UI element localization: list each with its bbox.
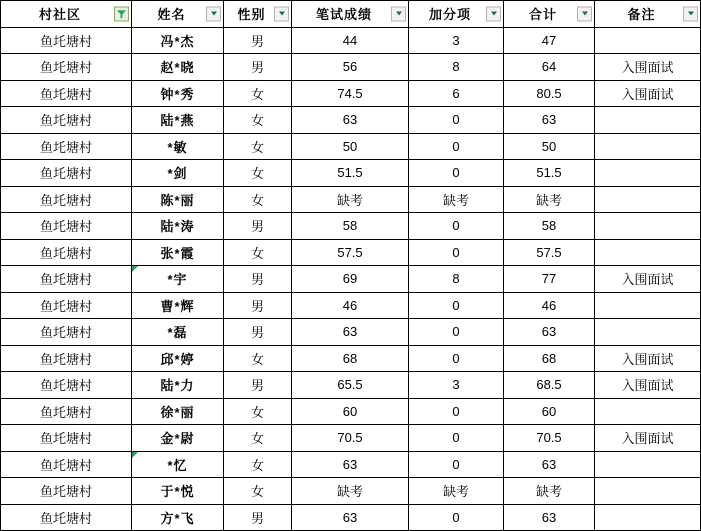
table-row bbox=[1, 80, 701, 107]
table-row bbox=[1, 107, 701, 134]
cell-bonus[interactable]: 0 bbox=[409, 133, 504, 160]
cell-bonus[interactable]: 0 bbox=[409, 451, 504, 478]
cell-bonus[interactable]: 8 bbox=[409, 266, 504, 293]
cell-written[interactable]: 57.5 bbox=[292, 239, 409, 266]
cell-total[interactable]: 64 bbox=[504, 54, 595, 81]
cell-name[interactable]: 张*霞 bbox=[132, 239, 224, 266]
cell-village[interactable]: 鱼圫塘村 bbox=[1, 266, 132, 293]
cell-village[interactable]: 鱼圫塘村 bbox=[1, 160, 132, 187]
cell-name[interactable]: 冯*杰 bbox=[132, 27, 224, 54]
cell-bonus[interactable]: 8 bbox=[409, 54, 504, 81]
cell-total[interactable]: 缺考 bbox=[504, 186, 595, 213]
column-header-label: 合计 bbox=[528, 7, 557, 23]
cell-gender[interactable]: 男 bbox=[224, 266, 292, 293]
table-row bbox=[1, 345, 701, 372]
cell-gender[interactable]: 女 bbox=[224, 451, 292, 478]
cell-village[interactable]: 鱼圫塘村 bbox=[1, 27, 132, 54]
cell-note[interactable] bbox=[595, 319, 701, 346]
filter-dropdown-icon[interactable] bbox=[206, 6, 221, 21]
table-row bbox=[1, 292, 701, 319]
table-row bbox=[1, 319, 701, 346]
cell-gender[interactable]: 男 bbox=[224, 27, 292, 54]
table-row bbox=[1, 372, 701, 399]
cell-written[interactable]: 63 bbox=[292, 319, 409, 346]
cell-gender[interactable]: 女 bbox=[224, 345, 292, 372]
cell-gender[interactable]: 女 bbox=[224, 186, 292, 213]
cell-gender[interactable]: 男 bbox=[224, 213, 292, 240]
cell-bonus[interactable]: 0 bbox=[409, 345, 504, 372]
cell-total[interactable]: 46 bbox=[504, 292, 595, 319]
cell-written[interactable]: 74.5 bbox=[292, 80, 409, 107]
cell-gender[interactable]: 女 bbox=[224, 425, 292, 452]
cell-gender[interactable]: 男 bbox=[224, 292, 292, 319]
table-body bbox=[1, 27, 701, 531]
cell-note[interactable]: 入围面试 bbox=[595, 80, 701, 107]
table-header bbox=[1, 1, 701, 28]
cell-village[interactable]: 鱼圫塘村 bbox=[1, 478, 132, 505]
cell-note[interactable] bbox=[595, 27, 701, 54]
cell-written[interactable]: 63 bbox=[292, 107, 409, 134]
table-row bbox=[1, 160, 701, 187]
cell-gender[interactable]: 男 bbox=[224, 54, 292, 81]
cell-bonus[interactable]: 0 bbox=[409, 160, 504, 187]
cell-name[interactable]: *宇 bbox=[132, 266, 224, 293]
header-row bbox=[1, 1, 701, 28]
cell-written[interactable]: 46 bbox=[292, 292, 409, 319]
cell-name[interactable]: 金*尉 bbox=[132, 425, 224, 452]
cell-written[interactable]: 69 bbox=[292, 266, 409, 293]
cell-written[interactable]: 63 bbox=[292, 451, 409, 478]
cell-name[interactable]: *忆 bbox=[132, 451, 224, 478]
cell-total[interactable]: 63 bbox=[504, 504, 595, 531]
column-header-total bbox=[504, 1, 595, 28]
cell-written[interactable]: 60 bbox=[292, 398, 409, 425]
column-header-village bbox=[1, 1, 132, 28]
table-row bbox=[1, 504, 701, 531]
table-row bbox=[1, 398, 701, 425]
cell-bonus[interactable]: 0 bbox=[409, 292, 504, 319]
cell-total[interactable]: 80.5 bbox=[504, 80, 595, 107]
cell-note[interactable]: 入围面试 bbox=[595, 266, 701, 293]
cell-village[interactable]: 鱼圫塘村 bbox=[1, 80, 132, 107]
cell-name[interactable]: *剑 bbox=[132, 160, 224, 187]
cell-written[interactable]: 缺考 bbox=[292, 478, 409, 505]
cell-note[interactable] bbox=[595, 239, 701, 266]
column-header-name bbox=[132, 1, 224, 28]
cell-bonus[interactable]: 0 bbox=[409, 504, 504, 531]
filter-dropdown-icon[interactable] bbox=[391, 6, 406, 21]
cell-written[interactable]: 51.5 bbox=[292, 160, 409, 187]
cell-total[interactable]: 63 bbox=[504, 107, 595, 134]
filter-dropdown-icon[interactable] bbox=[486, 6, 501, 21]
cell-name[interactable]: 徐*丽 bbox=[132, 398, 224, 425]
cell-gender[interactable]: 女 bbox=[224, 398, 292, 425]
cell-name[interactable]: 陆*燕 bbox=[132, 107, 224, 134]
cell-name[interactable]: 曹*辉 bbox=[132, 292, 224, 319]
cell-total[interactable]: 68.5 bbox=[504, 372, 595, 399]
cell-gender[interactable]: 女 bbox=[224, 239, 292, 266]
cell-name[interactable]: 陈*丽 bbox=[132, 186, 224, 213]
cell-note[interactable] bbox=[595, 451, 701, 478]
cell-written[interactable]: 65.5 bbox=[292, 372, 409, 399]
filter-dropdown-icon[interactable] bbox=[274, 6, 289, 21]
cell-gender[interactable]: 女 bbox=[224, 478, 292, 505]
cell-gender[interactable]: 女 bbox=[224, 80, 292, 107]
cell-written[interactable]: 70.5 bbox=[292, 425, 409, 452]
cell-written[interactable]: 缺考 bbox=[292, 186, 409, 213]
cell-bonus[interactable]: 3 bbox=[409, 27, 504, 54]
filter-active-icon[interactable] bbox=[114, 6, 129, 21]
cell-bonus[interactable]: 0 bbox=[409, 107, 504, 134]
filter-dropdown-icon[interactable] bbox=[577, 6, 592, 21]
cell-total[interactable]: 57.5 bbox=[504, 239, 595, 266]
cell-bonus[interactable]: 0 bbox=[409, 398, 504, 425]
cell-village[interactable]: 鱼圫塘村 bbox=[1, 292, 132, 319]
cell-name[interactable]: 陆*力 bbox=[132, 372, 224, 399]
cell-note[interactable] bbox=[595, 133, 701, 160]
table-row bbox=[1, 425, 701, 452]
cell-village[interactable]: 鱼圫塘村 bbox=[1, 239, 132, 266]
cell-note[interactable]: 入围面试 bbox=[595, 372, 701, 399]
cell-note[interactable] bbox=[595, 478, 701, 505]
cell-village[interactable]: 鱼圫塘村 bbox=[1, 213, 132, 240]
cell-village[interactable]: 鱼圫塘村 bbox=[1, 425, 132, 452]
cell-name[interactable]: 陆*涛 bbox=[132, 213, 224, 240]
cell-bonus[interactable]: 0 bbox=[409, 213, 504, 240]
table-row bbox=[1, 133, 701, 160]
cell-note[interactable] bbox=[595, 398, 701, 425]
column-header-gender bbox=[224, 1, 292, 28]
cell-total[interactable]: 47 bbox=[504, 27, 595, 54]
cell-total[interactable]: 63 bbox=[504, 319, 595, 346]
column-header-written-score bbox=[292, 1, 409, 28]
cell-note[interactable] bbox=[595, 292, 701, 319]
cell-written[interactable]: 50 bbox=[292, 133, 409, 160]
cell-village[interactable]: 鱼圫塘村 bbox=[1, 107, 132, 134]
cell-note[interactable]: 入围面试 bbox=[595, 345, 701, 372]
cell-village[interactable]: 鱼圫塘村 bbox=[1, 186, 132, 213]
cell-village[interactable]: 鱼圫塘村 bbox=[1, 54, 132, 81]
cell-gender[interactable]: 男 bbox=[224, 372, 292, 399]
column-header-label: 加分项 bbox=[428, 7, 471, 23]
table-row bbox=[1, 478, 701, 505]
column-header-label: 性别 bbox=[237, 7, 266, 23]
cell-bonus[interactable]: 0 bbox=[409, 319, 504, 346]
cell-name[interactable]: 赵*晓 bbox=[132, 54, 224, 81]
cell-bonus[interactable]: 0 bbox=[409, 239, 504, 266]
cell-bonus[interactable]: 6 bbox=[409, 80, 504, 107]
cell-total[interactable]: 70.5 bbox=[504, 425, 595, 452]
cell-gender[interactable]: 男 bbox=[224, 504, 292, 531]
column-header-label: 备注 bbox=[627, 7, 656, 23]
cell-gender[interactable]: 女 bbox=[224, 107, 292, 134]
cell-total[interactable]: 77 bbox=[504, 266, 595, 293]
cell-written[interactable]: 44 bbox=[292, 27, 409, 54]
cell-village[interactable]: 鱼圫塘村 bbox=[1, 133, 132, 160]
table-row bbox=[1, 27, 701, 54]
cell-note[interactable] bbox=[595, 160, 701, 187]
cell-village[interactable]: 鱼圫塘村 bbox=[1, 372, 132, 399]
column-header-label: 村社区 bbox=[38, 7, 81, 23]
cell-note[interactable] bbox=[595, 504, 701, 531]
cell-name[interactable]: *敏 bbox=[132, 133, 224, 160]
filter-dropdown-icon[interactable] bbox=[683, 6, 698, 21]
cell-written[interactable]: 58 bbox=[292, 213, 409, 240]
cell-village[interactable]: 鱼圫塘村 bbox=[1, 504, 132, 531]
cell-bonus[interactable]: 缺考 bbox=[409, 478, 504, 505]
column-header-label: 笔试成绩 bbox=[315, 7, 372, 23]
cell-total[interactable]: 51.5 bbox=[504, 160, 595, 187]
cell-note[interactable]: 入围面试 bbox=[595, 54, 701, 81]
cell-name[interactable]: 于*悦 bbox=[132, 478, 224, 505]
table-row bbox=[1, 186, 701, 213]
cell-name[interactable]: 钟*秀 bbox=[132, 80, 224, 107]
cell-village[interactable]: 鱼圫塘村 bbox=[1, 319, 132, 346]
cell-written[interactable]: 56 bbox=[292, 54, 409, 81]
table-row bbox=[1, 266, 701, 293]
table-row bbox=[1, 239, 701, 266]
cell-village[interactable]: 鱼圫塘村 bbox=[1, 398, 132, 425]
cell-note[interactable] bbox=[595, 107, 701, 134]
cell-bonus[interactable]: 0 bbox=[409, 425, 504, 452]
cell-total[interactable]: 缺考 bbox=[504, 478, 595, 505]
cell-name[interactable]: *磊 bbox=[132, 319, 224, 346]
cell-gender[interactable]: 女 bbox=[224, 133, 292, 160]
cell-note[interactable] bbox=[595, 186, 701, 213]
cell-total[interactable]: 50 bbox=[504, 133, 595, 160]
cell-total[interactable]: 63 bbox=[504, 451, 595, 478]
cell-name[interactable]: 邱*婷 bbox=[132, 345, 224, 372]
cell-note[interactable] bbox=[595, 213, 701, 240]
cell-gender[interactable]: 男 bbox=[224, 319, 292, 346]
cell-written[interactable]: 63 bbox=[292, 504, 409, 531]
table-row bbox=[1, 213, 701, 240]
cell-written[interactable]: 68 bbox=[292, 345, 409, 372]
cell-name[interactable]: 方*飞 bbox=[132, 504, 224, 531]
cell-village[interactable]: 鱼圫塘村 bbox=[1, 345, 132, 372]
cell-village[interactable]: 鱼圫塘村 bbox=[1, 451, 132, 478]
column-header-bonus bbox=[409, 1, 504, 28]
cell-bonus[interactable]: 3 bbox=[409, 372, 504, 399]
cell-gender[interactable]: 女 bbox=[224, 160, 292, 187]
column-header-label: 姓名 bbox=[157, 7, 186, 23]
table-row bbox=[1, 451, 701, 478]
cell-total[interactable]: 68 bbox=[504, 345, 595, 372]
table-row bbox=[1, 54, 701, 81]
cell-note[interactable]: 入围面试 bbox=[595, 425, 701, 452]
cell-total[interactable]: 58 bbox=[504, 213, 595, 240]
cell-bonus[interactable]: 缺考 bbox=[409, 186, 504, 213]
cell-total[interactable]: 60 bbox=[504, 398, 595, 425]
column-header-note bbox=[595, 1, 701, 28]
